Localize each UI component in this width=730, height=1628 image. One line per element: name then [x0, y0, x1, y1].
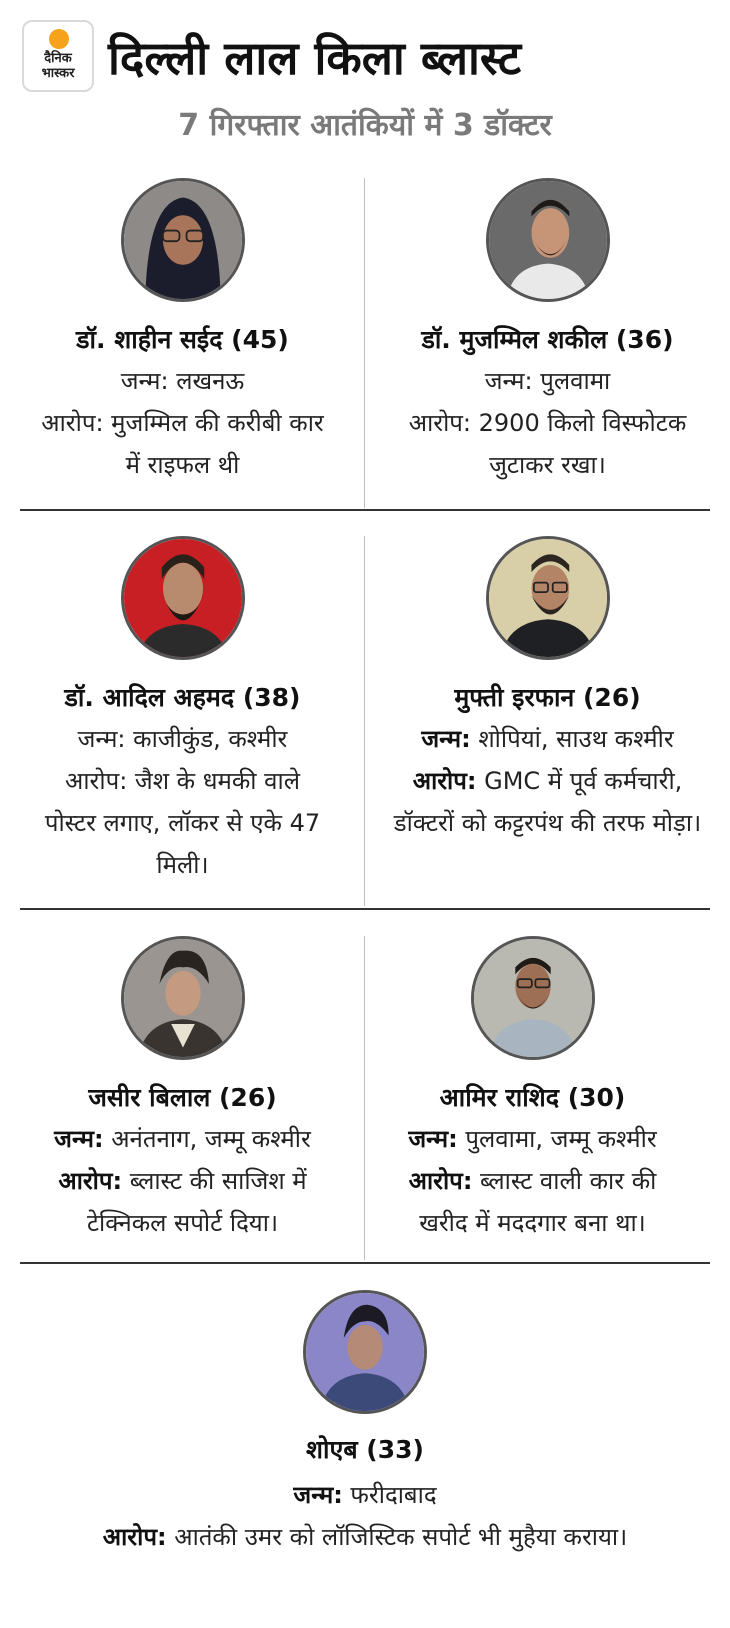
- birth-value: शोपियां, साउथ कश्मीर: [470, 725, 674, 753]
- person-name: जसीर बिलाल (26): [88, 1083, 277, 1112]
- allegation-value: GMC में पूर्व कर्मचारी, डॉक्टरों को कट्टरपंथ की तरफ मोड़ा।: [393, 767, 702, 837]
- allegation-value: ब्लास्ट वाली कार की खरीद में मददगार बना था।: [419, 1167, 657, 1237]
- person-portrait-icon: [124, 181, 242, 299]
- allegation-label: आरोप:: [102, 1523, 167, 1551]
- person-allegation: [350, 1160, 715, 1244]
- face-shape: [162, 215, 202, 265]
- person-portrait-icon: [474, 939, 592, 1057]
- person-birthplace: [0, 1118, 365, 1160]
- face-shape: [515, 964, 550, 1009]
- allegation-label: आरोप:: [58, 1167, 123, 1195]
- person-allegation: आरोप: मुजम्मिल की करीबी कार में राइफल थी: [41, 409, 324, 479]
- birth-label: जन्म:: [408, 1125, 458, 1153]
- person-portrait-icon: [306, 1293, 424, 1411]
- face-shape: [165, 971, 200, 1016]
- person-card-shaheen: [0, 178, 365, 486]
- person-card-shoaib: [0, 1290, 730, 1558]
- person-allegation: [0, 1160, 365, 1244]
- person-card-adil: [0, 536, 365, 886]
- person-name: आमिर राशिद (30): [439, 1083, 626, 1112]
- person-birthplace: जन्म: लखनऊ: [120, 367, 245, 395]
- page-title: दिल्ली लाल किला ब्लास्ट: [108, 31, 522, 85]
- allegation-label: आरोप:: [408, 1167, 473, 1195]
- person-birthplace: [0, 1474, 730, 1516]
- row-divider-1: [20, 509, 710, 511]
- person-card-amir: [350, 936, 715, 1244]
- person-photo: [121, 936, 245, 1060]
- sun-icon: [49, 29, 69, 49]
- person-birthplace: जन्म: पुलवामा: [484, 367, 611, 395]
- header: [0, 0, 730, 160]
- birth-value: फरीदाबाद: [342, 1481, 437, 1509]
- person-name: शोएब (33): [306, 1435, 424, 1464]
- person-card-muzammil: [365, 178, 730, 486]
- person-photo: [303, 1290, 427, 1414]
- person-name: मुफ्ती इरफान (26): [454, 683, 641, 712]
- face-shape: [347, 1325, 382, 1370]
- person-portrait-icon: [124, 939, 242, 1057]
- person-allegation: [0, 1516, 730, 1558]
- person-allegation: आरोप: जैश के धमकी वाले पोस्टर लगाए, लॉकर से एके 47 मिली।: [44, 767, 321, 879]
- allegation-value: ब्लास्ट की साजिश में टेक्निकल सपोर्ट दिया।: [86, 1167, 307, 1237]
- row-divider-2: [20, 908, 710, 910]
- person-photo: [121, 536, 245, 660]
- person-birthplace: जन्म: काजीकुंड, कश्मीर: [77, 725, 288, 753]
- person-photo: [121, 178, 245, 302]
- birth-label: जन्म:: [293, 1481, 343, 1509]
- person-photo: [471, 936, 595, 1060]
- person-photo: [486, 536, 610, 660]
- person-card-irfan: [365, 536, 730, 844]
- person-allegation: आरोप: 2900 किलो विस्फोटक जुटाकर रखा।: [408, 409, 687, 479]
- allegation-value: आतंकी उमर को लॉजिस्टिक सपोर्ट भी मुहैया कराया।: [166, 1523, 628, 1551]
- row-divider-3: [20, 1262, 710, 1264]
- logo-text-line1: दैनिक: [44, 51, 72, 66]
- birth-label: जन्म:: [54, 1125, 104, 1153]
- logo-text-line2: भास्कर: [41, 66, 75, 81]
- person-name: डॉ. शाहीन सईद (45): [76, 325, 289, 354]
- person-card-jasir: [0, 936, 365, 1244]
- birth-value: पुलवामा, जम्मू कश्मीर: [457, 1125, 657, 1153]
- person-portrait-icon: [124, 539, 242, 657]
- person-portrait-icon: [489, 181, 607, 299]
- person-photo: [486, 178, 610, 302]
- page-subtitle: 7 गिरफ्तार आतंकियों में 3 डॉक्टर: [178, 108, 552, 143]
- face-shape: [531, 208, 569, 258]
- dainik-bhaskar-logo: [22, 20, 94, 92]
- face-shape: [162, 563, 202, 615]
- birth-value: अनंतनाग, जम्मू कश्मीर: [103, 1125, 311, 1153]
- allegation-label: आरोप:: [412, 767, 477, 795]
- person-name: डॉ. आदिल अहमद (38): [64, 683, 301, 712]
- birth-label: जन्म:: [421, 725, 471, 753]
- person-name: डॉ. मुजम्मिल शकील (36): [421, 325, 674, 354]
- person-birthplace: [365, 718, 730, 760]
- person-portrait-icon: [489, 539, 607, 657]
- person-birthplace: [350, 1118, 715, 1160]
- person-allegation: [365, 760, 730, 844]
